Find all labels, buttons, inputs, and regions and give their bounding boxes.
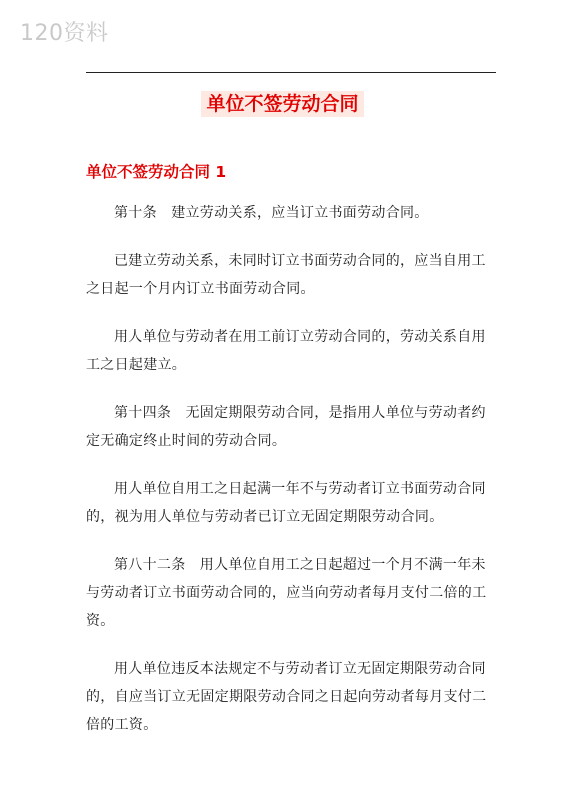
paragraph-5: 用人单位自用工之日起满一年不与劳动者订立书面劳动合同的，视为用人单位与劳动者已订立无固定期限劳动合同。 — [86, 481, 486, 525]
watermark-logo: 120资料 — [20, 21, 109, 46]
paragraph-2: 已建立劳动关系，未同时订立书面劳动合同的，应当自用工之日起一个月内订立书面劳动合同。 — [86, 253, 486, 297]
paragraph-6: 第八十二条 用人单位自用工之日起超过一个月不满一年未与劳动者订立书面劳动合同的，应当向劳动者每月支付二倍的工资。 — [86, 557, 487, 629]
document-body — [86, 199, 496, 759]
paragraph-3: 用人单位与劳动者在用工前订立劳动合同的，劳动关系自用工之日起建立。 — [86, 329, 486, 373]
section-heading: 单位不签劳动合同 1 — [86, 163, 227, 181]
header-rule — [86, 72, 496, 73]
document-title — [0, 89, 565, 119]
document-title-text: 单位不签劳动合同 — [201, 91, 363, 117]
paragraph-1: 第十条 建立劳动关系，应当订立书面劳动合同。 — [114, 205, 429, 221]
paragraph-7: 用人单位违反本法规定不与劳动者订立无固定期限劳动合同的，自应当订立无固定期限劳动合同之日起向劳动者每月支付二倍的工资。 — [86, 661, 487, 733]
paragraph-4: 第十四条 无固定期限劳动合同，是指用人单位与劳动者约定无确定终止时间的劳动合同。 — [86, 405, 486, 449]
